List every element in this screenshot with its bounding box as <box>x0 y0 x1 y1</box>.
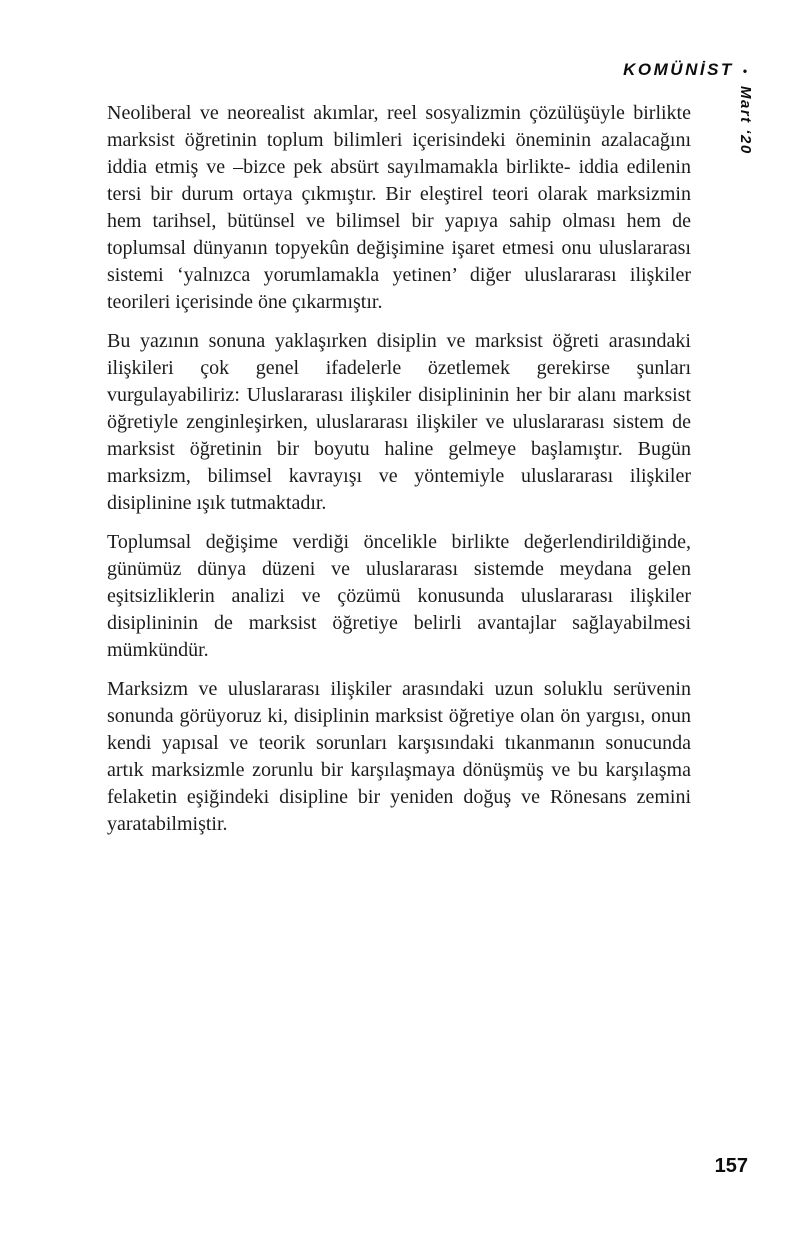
page-number: 157 <box>714 1155 748 1177</box>
issue-label: Mart ‘20 <box>737 86 754 155</box>
page-header <box>623 60 747 80</box>
paragraph-3: Toplumsal değişime verdiği öncelikle birlikte değerlendirildiğinde, günümüz dünya düzeni ve uluslararası sistemde meydana gelen eşitsizliklerin analizi ve çözümü konusunda uluslararası ilişkiler disiplininin de marksist öğretiye belirli avantajlar sağlayabilmesi mümkündür. <box>107 531 691 661</box>
magazine-title: KOMÜNİST <box>623 60 734 79</box>
paragraph-4: Marksizm ve uluslararası ilişkiler arasındaki uzun soluklu serüvenin sonunda görüyoruz ki, disiplinin marksist öğretiye olan ön yargısı, onun kendi yapısal ve teorik sorunları karşısındaki tıkanmanın sonucunda artık marksizmle zorunlu bir karşılaşmaya dönüşmüş ve bu karşılaşma felaketin eşiğindeki disipline bir yeniden doğuş ve Rönesans zemini yaratabilmiştir. <box>107 678 691 835</box>
paragraph-2: Bu yazının sonuna yaklaşırken disiplin ve marksist öğreti arasındaki ilişkileri çok genel ifadelerle özetlemek gerekirse şunları vurgulayabiliriz: Uluslararası ilişkiler disiplininin her bir alanı marksist öğretiyle zenginleşirken, uluslararası ilişkiler ve uluslararası sistem de marksist öğretinin bir boyutu haline gelmeye başlamıştır. Bugün marksizm, bilimsel kavrayışı ve yöntemiyle uluslararası ilişkiler disiplinine ışık tutmaktadır. <box>107 330 691 514</box>
paragraph-1: Neoliberal ve neorealist akımlar, reel sosyalizmin çözülüşüyle birlikte marksist öğretinin toplum bilimleri içerisindeki öneminin azalacağını iddia etmiş ve –bizce pek absürt sayılmamakla birlikte- iddia edilenin tersi bir durum ortaya çıkmıştır. Bir eleştirel teori olarak marksizmin hem tarihsel, bütünsel ve bilimsel bir yapıya sahip olması hem de toplumsal dünyanın topyekûn değişimine işaret etmesi onu uluslararası sistemi ‘yalnızca yorumlamakla yetinen’ diğer uluslararası ilişkiler teorileri içerisinde öne çıkarmıştır. <box>107 102 691 313</box>
header-bullet-icon: • <box>742 64 747 78</box>
article-body <box>107 100 691 850</box>
